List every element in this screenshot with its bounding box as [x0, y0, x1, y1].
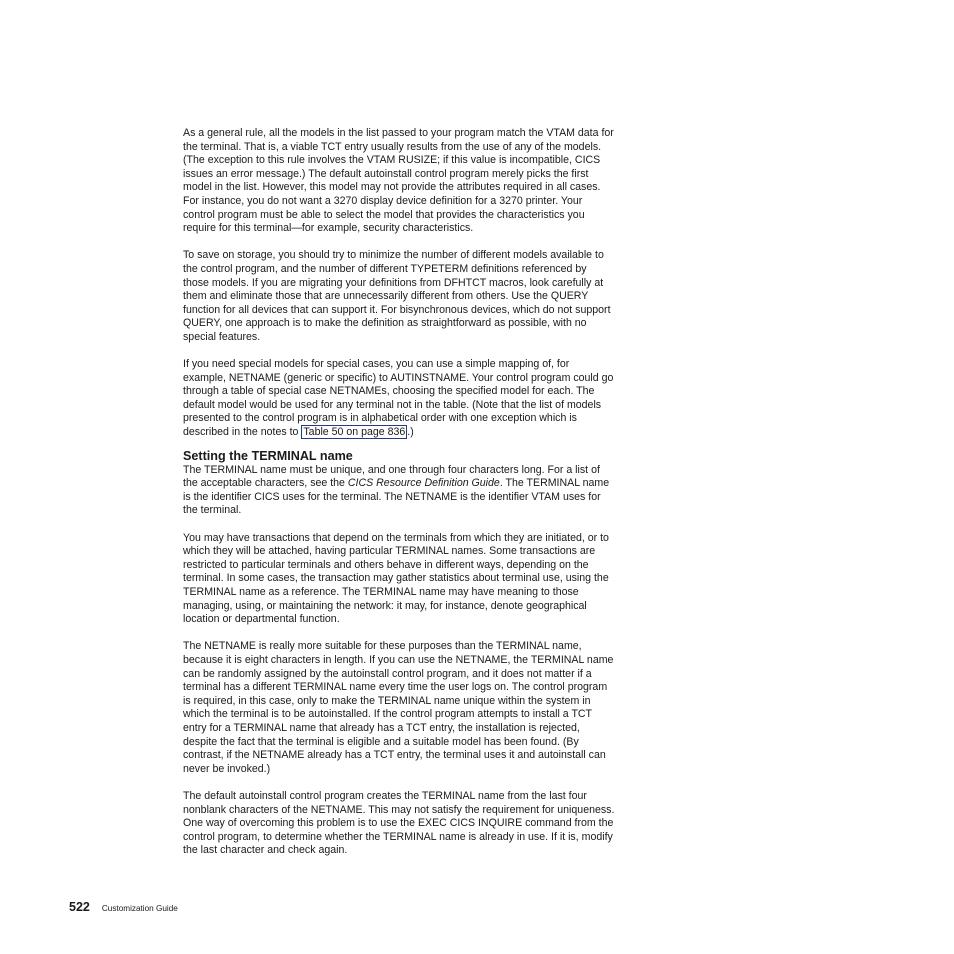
- paragraph-model-selection: As a general rule, all the models in the list passed to your program match the VTAM data for the terminal. That is, a viable TCT entry usually results from the use of any of the models. (The exception to this rule involves the VTAM RUSIZE; if this value is incompatible, CICS issues an error message.) The default autoinstall control program merely picks the first model in the list. However, this model may not provide the attributes required in all cases. For instance, you do not want a 3270 display device definition for a 3270 printer. Your control program must be able to select the model that provides the characteristics you require for this terminal—for example, security characteristics.: [183, 127, 614, 235]
- paragraph-text: If you need special models for special cases, you can use a simple mapping of, for example, NETNAME (generic or specific) to AUTINSTNAME. Your control program could go through a table of special case NETNAMEs, choosing the specified model for each. The default model would be used for any terminal not in the table. (Note that the list of models presented to the control program is in alphabetical order with one exception which is described in the notes to: [183, 358, 614, 439]
- paragraph-text: . The TERMINAL name is the identifier CICS uses for the terminal. The NETNAME is the identifier VTAM uses for the terminal.: [183, 477, 610, 517]
- paragraph-default-program: The default autoinstall control program creates the TERMINAL name from the last four nonblank characters of the NETNAME. This may not satisfy the requirement for uniqueness. One way of overcoming this problem is to use the EXEC CICS INQUIRE command from the control program, to determine whether the TERMINAL name is already in use. If it is, modify the last character and check again.: [183, 789, 615, 857]
- book-title: CICS Resource Definition Guide: [347, 477, 500, 490]
- paragraph-storage: To save on storage, you should try to minimize the number of different models available to the control program, and the number of different TYPETERM definitions referenced by those models. If you are migrating your definitions from DFHTCT macros, look carefully at them and eliminate those that are unnecessarily different from others. Use the QUERY function for all devices that can support it. For bisynchronous devices, which do not support QUERY, one approach is to make the definition as straightforward as possible, with no special features.: [183, 249, 611, 343]
- paragraph-text: .): [407, 426, 414, 439]
- paragraph-terminal-name: [183, 464, 615, 518]
- section-heading: Setting the TERMINAL name: [183, 448, 353, 463]
- paragraph-netname: The NETNAME is really more suitable for these purposes than the TERMINAL name, because it is eight characters in length. If you can use the NETNAME, the TERMINAL name can be randomly assigned by the autoinstall control program, and it does not matter if a terminal has a different TERMINAL name every time the user logs on. The control program is required, in this case, only to make the TERMINAL name unique within the system in which the terminal is to be autoinstalled. If the control program attempts to install a TCT entry for a TERMINAL name that already has a TCT entry, the installation is rejected, despite the fact that the terminal is eligible and a suitable model has been found. (By contrast, if the NETNAME already has a TCT entry, the terminal uses it and autoinstall can never be invoked.): [183, 640, 614, 775]
- page-footer: [69, 900, 178, 914]
- footer-book-title: Customization Guide: [101, 904, 178, 913]
- page-number: 522: [69, 900, 90, 914]
- table-reference-link[interactable]: Table 50 on page 836: [303, 426, 406, 439]
- paragraph-text: The TERMINAL name must be unique, and one through four characters long. For a list of the acceptable characters, see the: [183, 463, 600, 490]
- paragraph-transactions: You may have transactions that depend on the terminals from which they are initiated, or to which they will be attached, having particular TERMINAL names. Some transactions are restricted to particular terminals and others behave in different ways, depending on the terminal. In some cases, the transaction may gather statistics about terminal use, using the TERMINAL name as a reference. The TERMINAL name may have meaning to those managing, using, or maintaining the network: it may, for instance, denote geographical location or departmental function.: [183, 531, 609, 626]
- paragraph-special-models: [183, 358, 615, 440]
- page-body: [183, 127, 615, 858]
